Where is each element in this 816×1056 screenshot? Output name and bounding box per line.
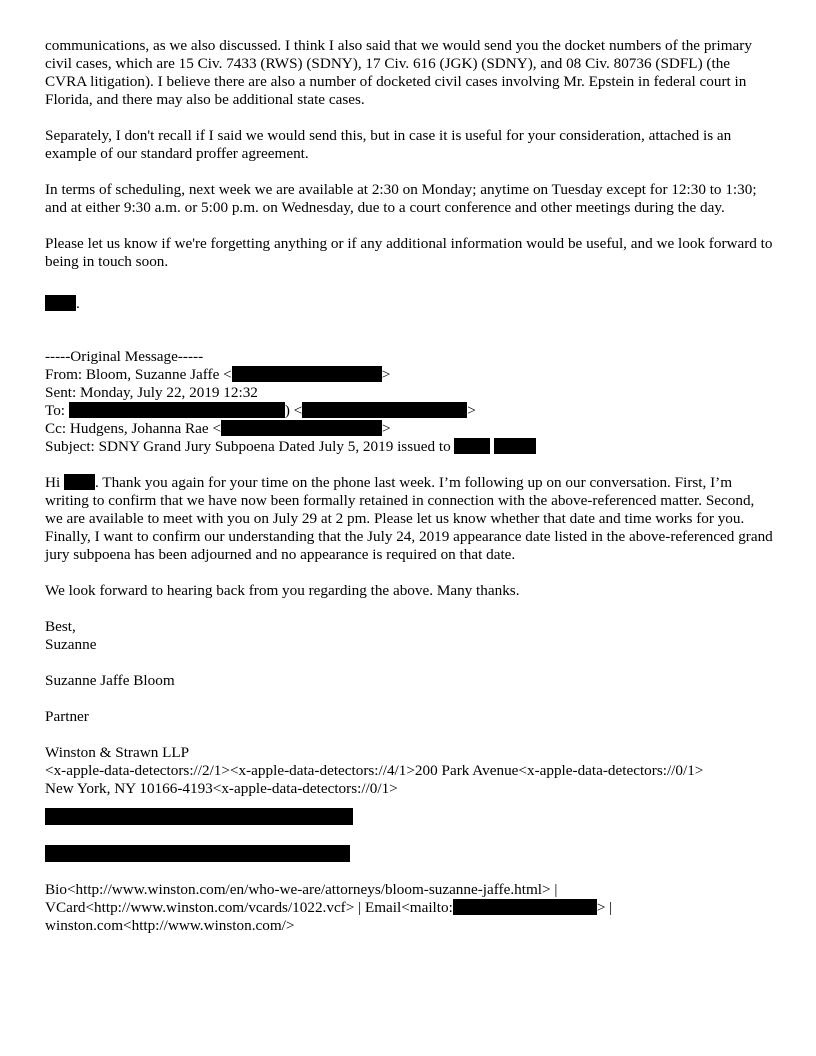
redaction-block	[454, 438, 490, 454]
links-line-2: VCard<http://www.winston.com/vcards/1022.vcf> | Email<mailto: > |	[45, 899, 613, 916]
links-line-1: Bio<http://www.winston.com/en/who-we-are/attorneys/bloom-suzanne-jaffe.html> |	[45, 881, 558, 898]
reply-paragraph-docket-numbers: communications, as we also discussed. I think I also said that we would send you the docket numbers of the primary civil cases, which are 15 Civ. 7433 (RWS) (SDNY), 17 Civ. 616 (JGK) (SDNY), and 08 Civ. 80736 (SDFL) (the CVRA litigation). I believe there are also a number of docketed civil cases involving Mr. Epstein in federal court in Florida, and there may also be additional state cases.	[45, 37, 752, 108]
original-body-paragraph: Hi . Thank you again for your time on the phone last week. I’m following up on our conversation. First, I’m writing to confirm that we have now been formally retained in connection with the above-referenced matter. Second, we are available to meet with you on July 29 at 2 pm. Please let us know whether that date and time works for you. Finally, I want to confirm our understanding that the July 24, 2019 appearance date listed in the above-referenced grand jury subpoena has been adjourned and no appearance is required on that date.	[45, 474, 773, 563]
subject-line: Subject: SDNY Grand Jury Subpoena Dated July 5, 2019 issued to	[45, 438, 773, 456]
closing: Best,	[45, 618, 76, 635]
sent-line: Sent: Monday, July 22, 2019 12:32	[45, 384, 258, 401]
redaction-block	[232, 366, 382, 382]
redaction-block	[221, 420, 382, 436]
original-body-thanks: We look forward to hearing back from you regarding the above. Many thanks.	[45, 582, 520, 599]
original-message-header	[45, 348, 773, 456]
redaction-block	[45, 845, 350, 862]
redaction-block	[64, 474, 95, 490]
sender-full-name: Suzanne Jaffe Bloom	[45, 672, 175, 689]
sender-title: Partner	[45, 708, 89, 725]
redaction-block	[45, 808, 353, 825]
sender-first-name: Suzanne	[45, 636, 97, 653]
cc-line: Cc: Hudgens, Johanna Rae < >	[45, 420, 391, 437]
to-line: To: ) < >	[45, 402, 476, 419]
signature-suffix: .	[76, 295, 80, 312]
links-line-3: winston.com<http://www.winston.com/>	[45, 917, 295, 934]
redaction-block	[69, 402, 285, 418]
address-line-2: New York, NY 10166-4193<x-apple-data-detectors://0/1>	[45, 780, 398, 797]
redaction-block	[302, 402, 467, 418]
reply-signature	[45, 295, 773, 313]
redaction-block	[45, 295, 76, 311]
from-line: From: Bloom, Suzanne Jaffe < >	[45, 366, 391, 383]
redaction-block	[453, 899, 597, 915]
original-message-divider: -----Original Message-----	[45, 348, 204, 365]
reply-paragraph-closing: Please let us know if we're forgetting anything or if any additional information would be useful, and we look forward to being in touch soon.	[45, 235, 773, 270]
redaction-block	[494, 438, 536, 454]
reply-paragraph-scheduling: In terms of scheduling, next week we are available at 2:30 on Monday; anytime on Tuesday except for 12:30 to 1:30; and at either 9:30 a.m. or 5:00 p.m. on Wednesday, due to a court conference and other meetings during the day.	[45, 181, 757, 216]
firm-name: Winston & Strawn LLP	[45, 744, 190, 761]
reply-paragraph-proffer: Separately, I don't recall if I said we would send this, but in case it is useful for your consideration, attached is an example of our standard proffer agreement.	[45, 127, 732, 162]
email-document	[45, 37, 773, 935]
address-line-1: <x-apple-data-detectors://2/1><x-apple-data-detectors://4/1>200 Park Avenue<x-apple-data-detectors://0/1>	[45, 762, 704, 779]
